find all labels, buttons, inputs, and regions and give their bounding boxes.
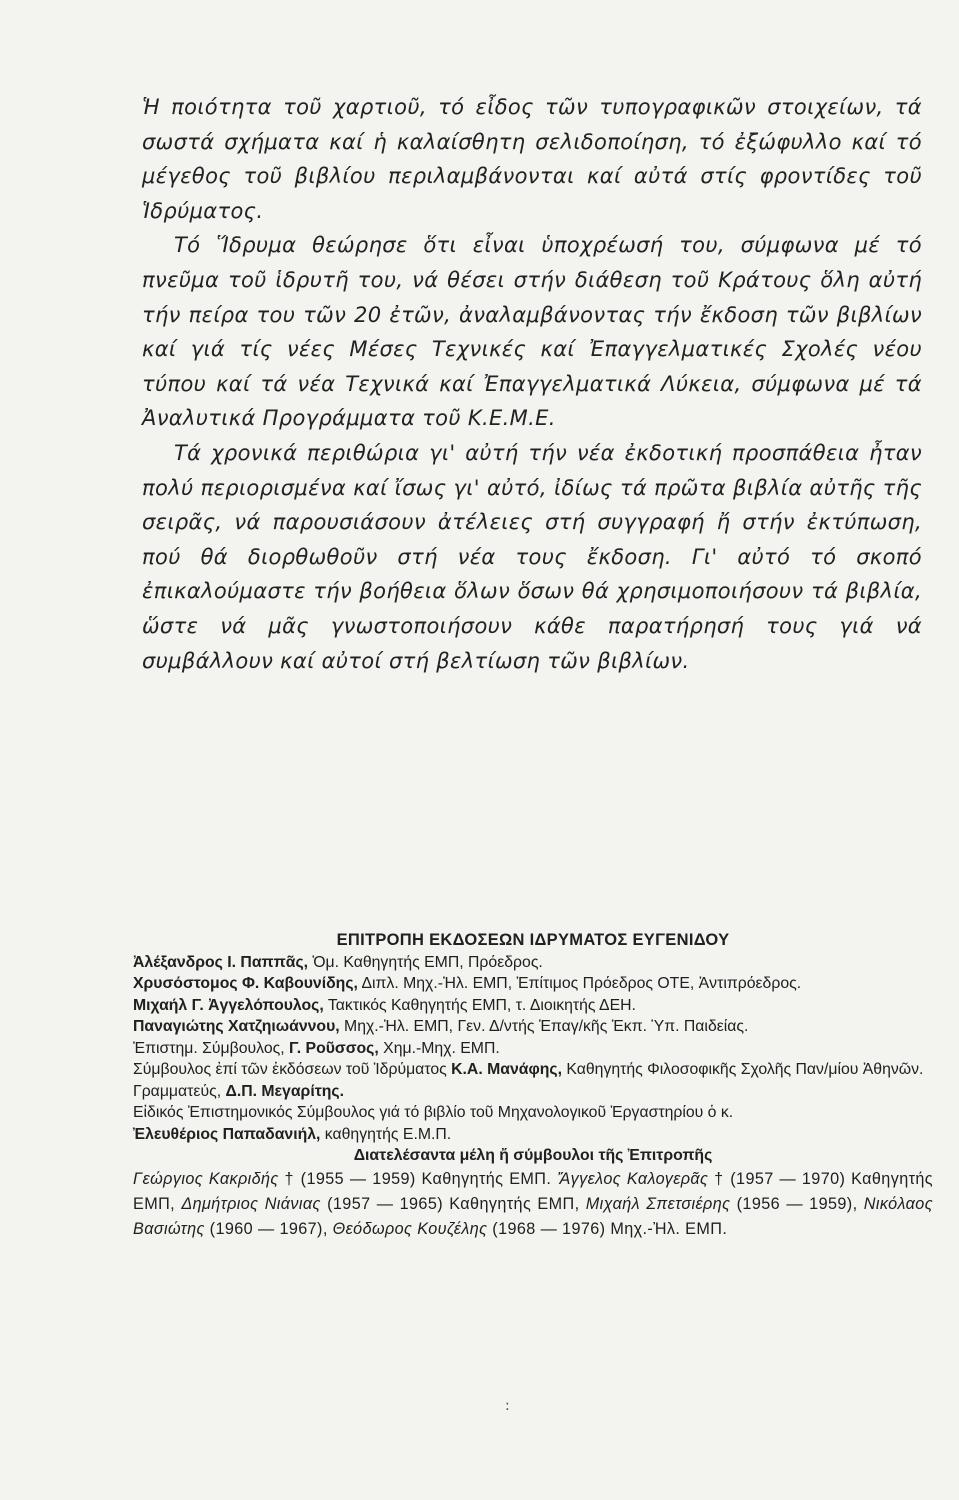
lab-advisor-detail: καθηγητής Ε.Μ.Π. (320, 1125, 452, 1143)
former-member-detail: (1956 — 1959), (730, 1194, 864, 1213)
former-member-name: Ἄγγελος Καλογερᾶς (557, 1169, 709, 1188)
foreword-italic-text (142, 90, 922, 678)
committee-member (133, 973, 933, 995)
lab-advisor-role: Εἰδικός Ἐπιστημονικός Σύμβουλος γιά τό βιβλίο τοῦ Μηχανολογικοῦ Ἐργαστηρίου ὁ κ. (133, 1104, 734, 1121)
member-name: Χρυσόστομος Φ. Καβουνίδης, (133, 975, 358, 992)
committee-title: ΕΠΙΤΡΟΠΗ ΕΚΔΟΣΕΩΝ ΙΔΡΥΜΑΤΟΣ ΕΥΓΕΝΙΔΟΥ (336, 931, 730, 949)
advisor-detail: Καθηγητής Φιλοσοφικῆς Σχολῆς Παν/μίου Ἀθηνῶν. (562, 1061, 924, 1078)
former-member-name: Νικόλαος Βασιώτης (133, 1194, 933, 1238)
former-member-detail: † (1955 — 1959) Καθηγητής ΕΜΠ. (278, 1169, 558, 1188)
advisor-role: Ἐπιστημ. Σύμβουλος, (133, 1039, 289, 1057)
committee-member (133, 995, 933, 1017)
advisor-name: Γ. Ροῦσσος, (289, 1039, 379, 1057)
secretary-role: Γραμματεύς, (133, 1082, 226, 1100)
lab-advisor-name: Ἐλευθέριος Παπαδανιήλ, (133, 1125, 321, 1143)
advisor-role: Σύμβουλος ἐπί τῶν ἐκδόσεων τοῦ Ἱδρύματος (133, 1061, 452, 1078)
foreword-paragraph-2: Τό Ἵδρυμα θεώρησε ὅτι εἶναι ὑποχρέωσή του, σύμφωνα μέ τό πνεῦμα τοῦ ἱδρυτῆ του, νά θέσει στήν διάθεση τοῦ Κράτους ὅλη αὐτή τήν πείρα του τῶν 20 ἐτῶν, ἀναλαμβάνοντας τήν ἔκδοση τῶν βιβλίων καί γιά τίς νέες Μέσες Τεχνικές καί Ἐπαγγελματικές Σχολές νέου τύπου καί τά νέα Τεχνικά καί Ἐπαγγελματικά Λύκεια, σύμφωνα μέ τά Ἀναλυτικά Προγράμματα τοῦ Κ.Ε.Μ.Ε. (142, 233, 922, 431)
publications-advisor (133, 1059, 933, 1081)
advisor-detail: Χημ.-Μηχ. ΕΜΠ. (378, 1039, 500, 1057)
committee-member (133, 1016, 933, 1038)
secretary (133, 1081, 933, 1103)
publication-committee (133, 930, 933, 1242)
advisor-name: Κ.Α. Μανάφης, (451, 1061, 563, 1078)
member-name: Μιχαήλ Γ. Ἀγγελόπουλος, (133, 996, 324, 1014)
foreword-paragraph-1: Ἡ ποιότητα τοῦ χαρτιοῦ, τό εἶδος τῶν τυπογραφικῶν στοιχείων, τά σωστά σχήματα καί ἡ καλαίσθητη σελιδοποίηση, τό ἐξώφυλλο καί τό μέγεθος τοῦ βιβλίου περιλαμβάνονται καί αὐτά στίς φροντίδες τοῦ Ἱδρύματος. (142, 95, 922, 223)
former-member-name: Γεώργιος Κακριδής (133, 1169, 279, 1188)
foreword-paragraph-3: Τά χρονικά περιθώρια γι' αὐτή τήν νέα ἐκδοτική προσπάθεια ἦταν πολύ περιορισμένα καί ἴσως γι' αὐτό, ἰδίως τά πρῶτα βιβλία αὐτῆς τῆς σειρᾶς, νά παρουσιάσουν ἀτέλειες στή συγγραφή ἤ στήν ἐκτύπωση, πού θά διορθωθοῦν στή νέα τους ἔκδοση. Γι' αὐτό τό σκοπό ἐπικαλούμαστε τήν βοήθεια ὅλων ὅσων θά χρησιμοποιήσουν τά βιβλία, ὥστε νά μᾶς γνωστοποιήσουν κάθε παρατήρησή τους γιά νά συμβάλλουν καί αὐτοί στή βελτίωση τῶν βιβλίων. (142, 440, 922, 673)
former-member-detail: (1968 — 1976) Μηχ.-Ἠλ. ΕΜΠ. (487, 1219, 728, 1238)
lab-advisor (133, 1102, 933, 1145)
former-member-name: Μιχαήλ Σπετσιέρης (585, 1194, 731, 1213)
former-member-name: Δημήτριος Νιάνιας (181, 1194, 321, 1213)
committee-member (133, 952, 933, 974)
member-role: Διπλ. Μηχ.-Ἠλ. ΕΜΠ, Ἐπίτιμος Πρόεδρος ΟΤΕ, Ἀντιπρόεδρος. (357, 975, 802, 992)
member-name: Παναγιώτης Χατζηιωάννου, (133, 1018, 340, 1035)
member-name: Ἀλέξανδρος Ι. Παππᾶς, (133, 953, 309, 971)
scientific-advisor (133, 1038, 933, 1060)
former-member-name: Θεόδωρος Κουζέλης (332, 1219, 488, 1238)
former-member-detail: † (1957 — 1970) Καθηγητής ΕΜΠ, (133, 1169, 933, 1213)
former-member-detail: (1960 — 1967), (204, 1219, 333, 1238)
member-role: Τακτικός Καθηγητής ΕΜΠ, τ. Διοικητής ΔΕΗ. (323, 996, 636, 1014)
stray-print-mark: : (505, 1398, 510, 1414)
former-members-title: Διατελέσαντα μέλη ἤ σύμβουλοι τῆς Ἐπιτροπῆς (353, 1147, 713, 1164)
member-role: Ὁμ. Καθηγητής ΕΜΠ, Πρόεδρος. (308, 953, 543, 971)
former-members-list (133, 1167, 933, 1242)
secretary-name: Δ.Π. Μεγαρίτης. (225, 1082, 345, 1100)
former-member-detail: (1957 — 1965) Καθηγητής ΕΜΠ, (320, 1194, 586, 1213)
member-role: Μηχ.-Ἠλ. ΕΜΠ, Γεν. Δ/ντής Ἐπαγ/κῆς Ἐκπ. Ὑπ. Παιδείας. (339, 1018, 749, 1035)
